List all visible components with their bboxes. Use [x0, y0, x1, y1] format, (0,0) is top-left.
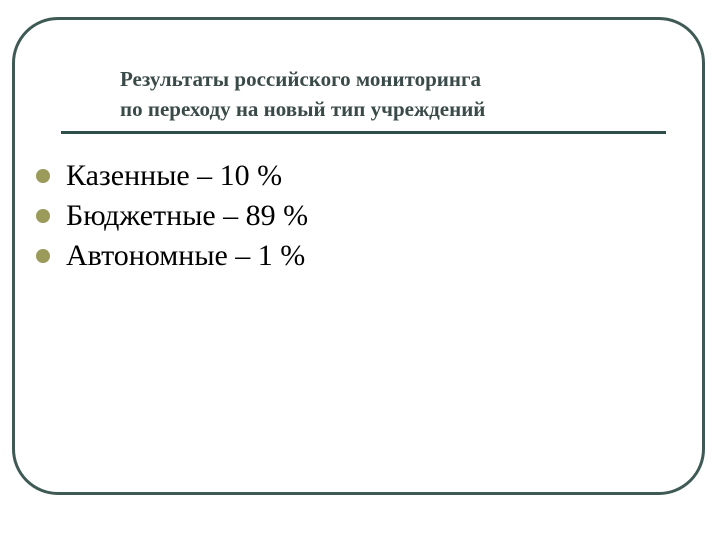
- list-item-avtonomnye: [36, 236, 308, 276]
- slide-title: [120, 64, 640, 124]
- bullet-list: [36, 156, 308, 276]
- bullet-text: Автономные – 1 %: [66, 239, 306, 272]
- title-line-2: по переходу на новый тип учреждений: [120, 97, 486, 121]
- bullet-marker-icon: [36, 249, 50, 263]
- bullet-marker-icon: [36, 169, 50, 183]
- bullet-text: Казенные – 10 %: [66, 159, 283, 192]
- bullet-text: Бюджетные – 89 %: [66, 199, 309, 232]
- list-item-kazennye: [36, 156, 308, 196]
- bullet-marker-icon: [36, 209, 50, 223]
- title-underline: [61, 131, 666, 134]
- list-item-byudzhetnye: [36, 196, 308, 236]
- title-line-1: Результаты российского мониторинга: [120, 67, 482, 91]
